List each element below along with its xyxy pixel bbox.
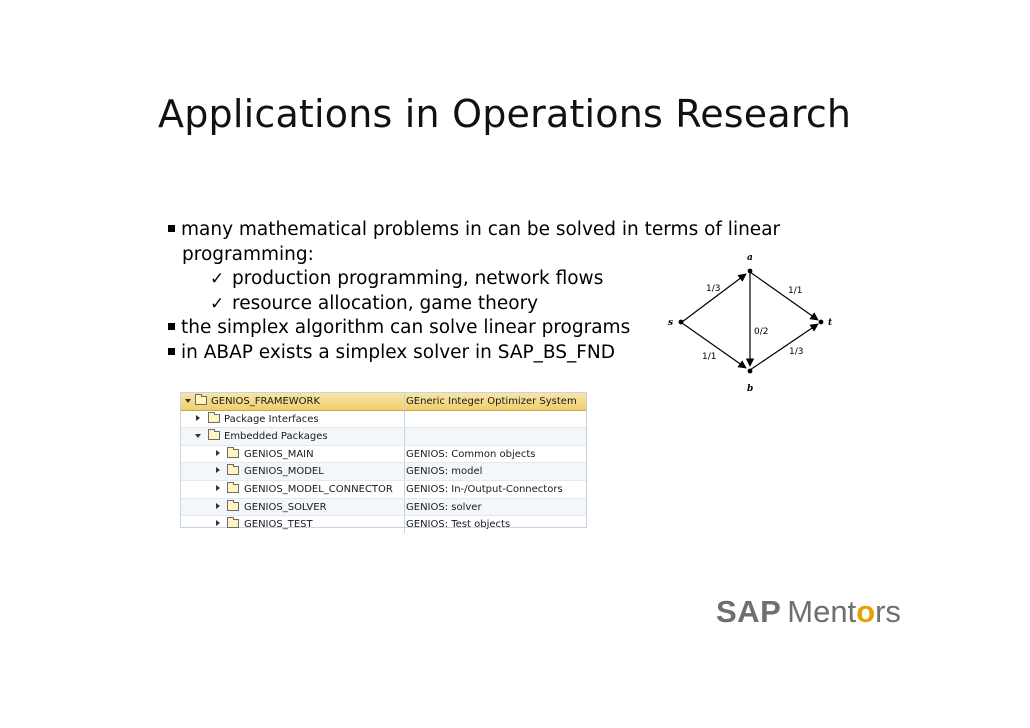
check-text: resource allocation, game theory [232,292,539,314]
checkmark-icon: ✓ [210,293,225,314]
bullet-text: the simplex algorithm can solve linear programs [181,317,631,339]
checkmark-icon: ✓ [210,269,225,290]
edge-label-s-a: 1/3 [706,284,721,294]
folder-icon [208,431,220,440]
folder-icon [227,502,239,511]
node-b [748,369,753,374]
tree-node-name: GENIOS_TEST [244,519,313,531]
tree-row[interactable] [181,516,586,533]
node-label-s: s [668,318,674,328]
tree-node-description: GENIOS: solver [406,501,482,513]
tree-row[interactable] [181,499,586,517]
expand-arrow-icon[interactable] [216,503,220,509]
network-flow-diagram [660,240,850,400]
tree-row[interactable] [181,411,586,429]
tree-node-name: GENIOS_MODEL [244,466,324,478]
edge-label-a-t: 1/1 [788,286,803,296]
bullet-text: in ABAP exists a simplex solver in SAP_BS_FND [181,341,616,363]
check-text: production programming, network flows [232,268,604,290]
node-label-t: t [828,318,833,328]
square-bullet-icon [168,348,175,355]
expand-arrow-icon[interactable] [196,415,200,421]
bullet-item [168,218,808,243]
tree-row[interactable] [181,446,586,464]
tree-header-row[interactable] [181,393,586,411]
logo-accent-o: o [856,594,876,629]
node-label-a: a [747,253,753,263]
square-bullet-icon [168,323,175,330]
tree-node-name: Package Interfaces [224,413,319,425]
folder-icon [227,484,239,493]
folder-icon [208,414,220,423]
square-bullet-icon [168,225,175,232]
folder-icon [195,396,207,405]
node-a [748,269,753,274]
expand-arrow-icon[interactable] [216,450,220,456]
expand-arrow-icon[interactable] [185,399,191,403]
tree-node-name: GENIOS_MODEL_CONNECTOR [244,483,393,495]
tree-node-description: GENIOS: model [406,466,483,478]
tree-node-name: GENIOS_SOLVER [244,501,327,513]
tree-node-description: GENIOS: In-/Output-Connectors [406,483,563,495]
bullet-text: programming: [182,243,314,265]
logo-suffix-end: rs [875,594,901,629]
collapse-arrow-icon[interactable] [195,434,201,438]
folder-icon [227,449,239,458]
edge-a-t [750,272,818,320]
tree-node-name: GENIOS_FRAMEWORK [211,396,321,407]
node-label-b: b [747,384,754,394]
tree-node-name: Embedded Packages [224,431,328,443]
node-t [819,320,824,325]
folder-icon [227,466,239,475]
slide-title: Applications in Operations Research [158,92,852,136]
logo-suffix-start: Ment [787,594,857,629]
folder-icon [227,519,239,528]
edge-label-s-b: 1/1 [702,352,717,362]
edge-label-b-t: 1/3 [789,347,804,357]
sap-mentors-logo [716,594,901,630]
tree-node-description: GENIOS: Test objects [406,519,511,531]
node-s [679,320,684,325]
expand-arrow-icon[interactable] [216,520,220,526]
expand-arrow-icon[interactable] [216,485,220,491]
tree-node-description: GEneric Integer Optimizer System [406,396,577,407]
bullet-text: many mathematical problems in can be solved in terms of linear [181,219,781,240]
logo-brand: SAP [716,594,782,629]
expand-arrow-icon[interactable] [216,467,220,473]
tree-row[interactable] [181,428,586,446]
edge-s-a [682,274,746,322]
edge-label-a-b: 0/2 [754,327,769,337]
tree-node-name: GENIOS_MAIN [244,448,314,460]
tree-node-description: GENIOS: Common objects [406,448,536,460]
package-tree [180,392,587,531]
tree-row[interactable] [181,481,586,499]
tree-row[interactable] [181,463,586,481]
